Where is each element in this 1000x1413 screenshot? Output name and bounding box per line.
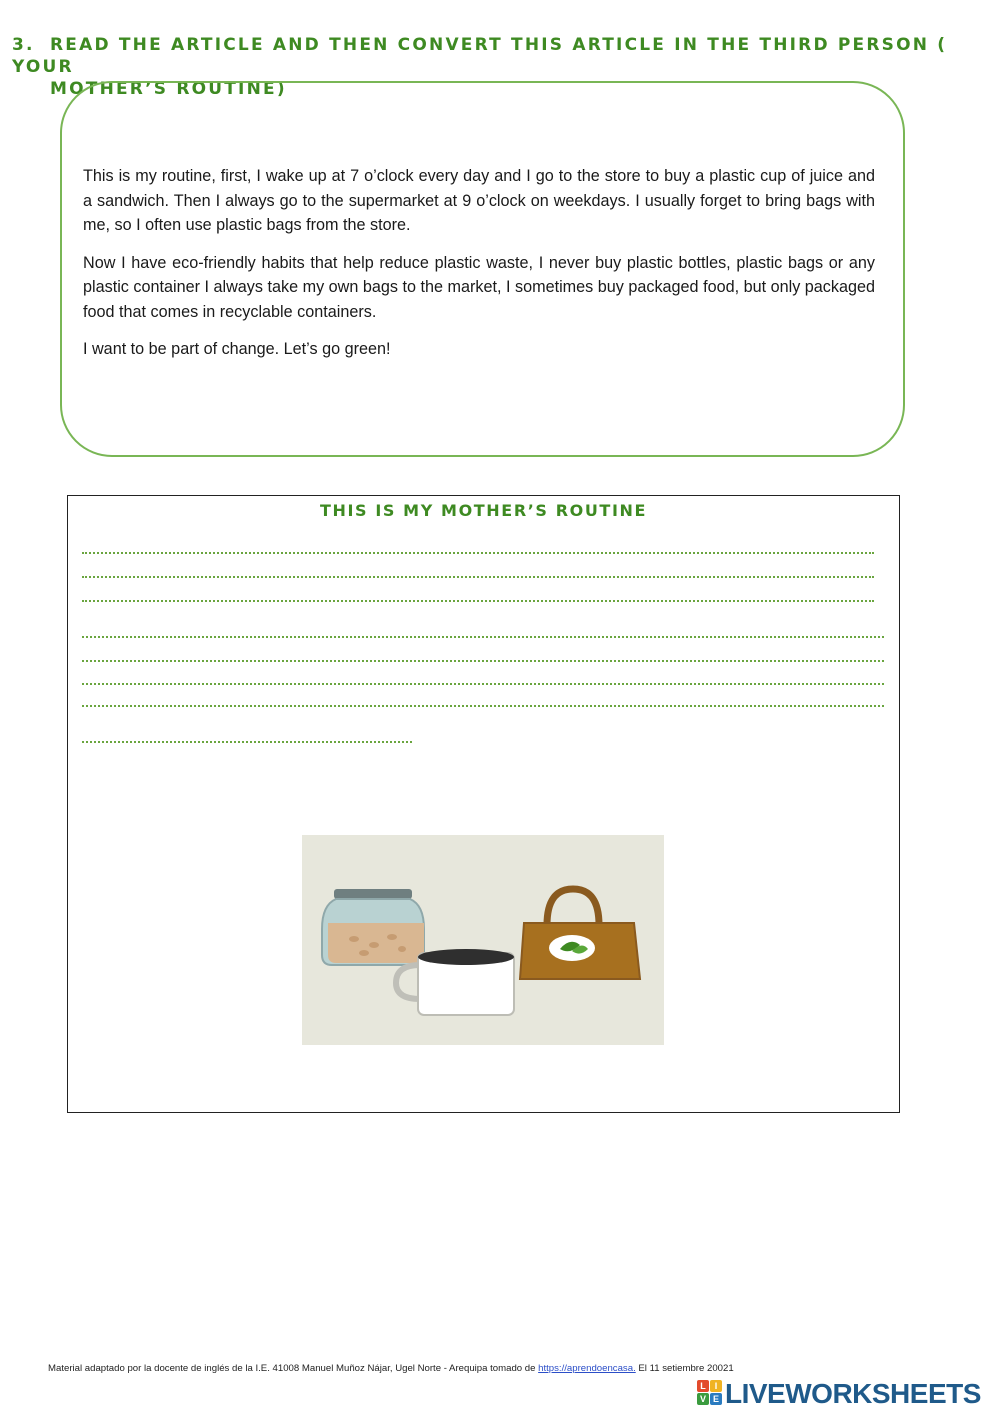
- instruction-line-1: READ THE ARTICLE AND THEN CONVERT THIS ARTICLE IN THE THIRD PERSON ( YOUR: [12, 35, 948, 77]
- answer-line-2[interactable]: [82, 576, 874, 578]
- logo-letter-e: E: [710, 1393, 722, 1405]
- exercise-number: 3.: [12, 35, 35, 55]
- footer-link[interactable]: https://aprendoencasa.: [538, 1363, 636, 1374]
- logo-letter-i: I: [710, 1380, 722, 1392]
- article-body: [83, 164, 875, 375]
- article-paragraph-1: This is my routine, first, I wake up at 7 o’clock every day and I go to the store to buy a plastic cup of juice and a sandwich. Then I always go to the supermarket at 9 o’clock on weekdays. I usually forget to bring bags with me, so I often use plastic bags from the store.: [83, 167, 875, 234]
- logo-letter-v: V: [697, 1393, 709, 1405]
- answer-line-7[interactable]: [82, 705, 884, 707]
- liveworksheets-logo[interactable]: [697, 1377, 997, 1411]
- answer-title: THIS IS MY MOTHER’S ROUTINE: [319, 501, 648, 520]
- article-paragraph-2: Now I have eco-friendly habits that help reduce plastic waste, I never buy plastic bottles, plastic bags or any plastic container I always take my own bags to the market, I sometimes buy packaged food, but only packaged food that comes in recyclable containers.: [83, 253, 875, 321]
- answer-line-8[interactable]: [82, 741, 412, 743]
- answer-line-4[interactable]: [82, 636, 884, 638]
- logo-letter-l: L: [697, 1380, 709, 1392]
- logo-wordmark: LIVEWORKSHEETS: [725, 1378, 981, 1409]
- footer-date: El 11 setiembre 20021: [635, 1363, 734, 1374]
- footer-credit: [48, 1363, 848, 1374]
- footer-text: Material adaptado por la docente de inglés de la I.E. 41008 Manuel Muñoz Nájar, Ugel Norte - Arequipa tomado de: [48, 1363, 539, 1374]
- answer-line-1[interactable]: [82, 552, 874, 554]
- logo-badge-icon: [697, 1380, 723, 1406]
- glass-jar-icon: [322, 889, 424, 965]
- answer-line-5[interactable]: [82, 660, 884, 662]
- eco-items-illustration: [302, 835, 664, 1045]
- answer-line-6[interactable]: [82, 683, 884, 685]
- instruction-line-2: MOTHER’S ROUTINE): [50, 79, 287, 99]
- article-paragraph-3: I want to be part of change. Let’s go green!: [83, 340, 391, 358]
- answer-line-3[interactable]: [82, 600, 874, 602]
